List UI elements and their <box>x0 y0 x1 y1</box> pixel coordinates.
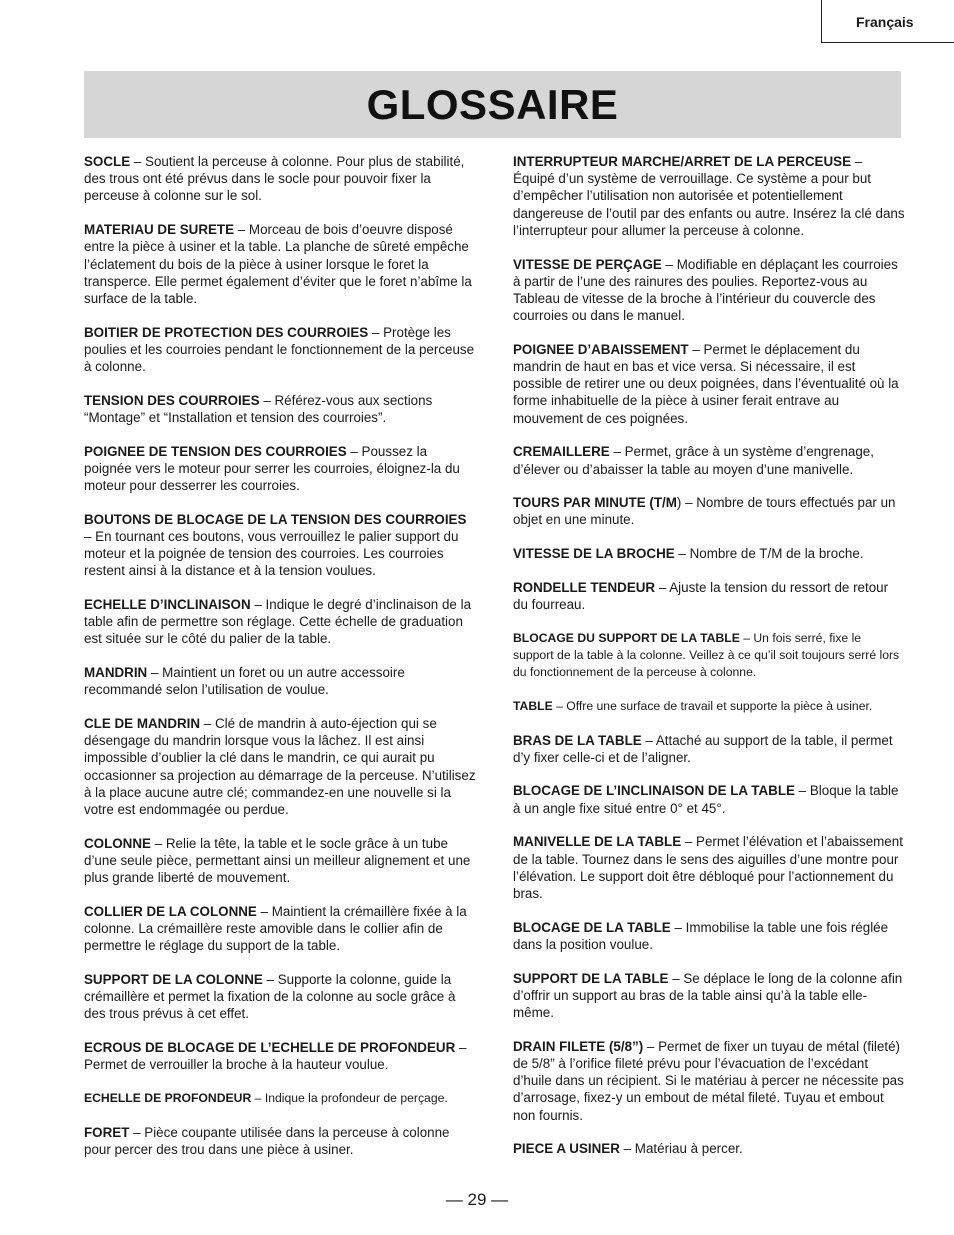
glossary-entry <box>513 970 905 1022</box>
glossary-entry <box>513 545 905 562</box>
glossary-entry <box>513 782 905 816</box>
glossary-definition: – Protège les poulies et les courroies pendant le fonctionnement de la perceuse à colonne. <box>84 324 475 375</box>
glossary-entry <box>84 715 476 818</box>
glossary-entry <box>84 1124 476 1158</box>
glossary-definition: – Permet de fixer un tuyau de métal (fileté) de 5/8” à l’orifice fileté prévu pour l’évacuation de l’excédant d’huile dans un récipient. Si le matériau à percer ne nécessite pas d’arrosage, fixez-y un embout de métal fileté. Tuyau et embout non fournis. <box>513 1038 904 1123</box>
glossary-term: ECHELLE DE PROFONDEUR <box>84 1091 252 1106</box>
glossary-entry <box>84 153 476 205</box>
glossary-entry <box>513 341 905 427</box>
glossary-definition: – Indique la profondeur de perçage. <box>251 1091 448 1106</box>
glossary-entry <box>84 1090 476 1107</box>
glossary-entry <box>513 698 905 715</box>
page-number: — 29 — <box>445 1190 509 1209</box>
glossary-entry <box>513 494 905 528</box>
glossary-term: ECHELLE D’INCLINAISON <box>84 597 251 613</box>
glossary-entry <box>84 971 476 1023</box>
glossary-term: VITESSE DE PERÇAGE <box>513 256 662 272</box>
glossary-definition: – Bloque la table à un angle fixe situé entre 0° et 45°. <box>513 783 899 816</box>
glossary-term: BRAS DE LA TABLE <box>513 732 642 748</box>
glossary-definition: – Soutient la perceuse à colonne. Pour plus de stabilité, des trous ont été prévus dans le socle pour pouvoir fixer la perceuse à colonne sur le sol. <box>84 154 465 204</box>
glossary-term: COLONNE <box>84 835 151 851</box>
glossary-entry <box>513 443 905 477</box>
glossary-definition: – Équipé d’un système de verrouillage. Ce système a pour but d’empêcher l’utilisation non autorisée et potentiellement dangereuse de l’outil par des enfants ou autre. Insérez la clé dans l’interrupteur pour allumer la perceuse à colonne. <box>513 154 905 238</box>
glossary-term: BOUTONS DE BLOCAGE DE LA TENSION DES COURROIES <box>84 511 467 527</box>
glossary-definition: – Indique le degré d’inclinaison de la table afin de permettre son réglage. Cette échelle de graduation est située sur le côté du palier de la table. <box>84 597 472 647</box>
glossary-term: BOITIER DE PROTECTION DES COURROIES <box>84 324 369 340</box>
glossary-term: CREMAILLERE <box>513 444 610 460</box>
glossary-entry <box>84 221 476 307</box>
glossary-entry <box>84 392 476 426</box>
glossary-term: ECROUS DE BLOCAGE DE L’ECHELLE DE PROFONDEUR <box>84 1040 456 1056</box>
glossary-term: TENSION DES COURROIES <box>84 392 260 408</box>
glossary-term: CLE DE MANDRIN <box>84 716 201 732</box>
glossary-entry <box>513 1038 905 1124</box>
glossary-term: BLOCAGE DE L’INCLINAISON DE LA TABLE <box>513 783 795 799</box>
glossary-term: TOURS PAR MINUTE (T/M <box>513 495 677 511</box>
glossary-term: TABLE <box>513 698 553 713</box>
glossary-definition: – Se déplace le long de la colonne afin d’offrir un support au bras de la table ainsi qu’à la table elle-même. <box>513 970 903 1021</box>
language-label: Français <box>856 14 914 30</box>
glossary-entry <box>84 1039 476 1073</box>
glossary-entry <box>513 919 905 953</box>
glossary-definition: – Référez-vous aux sections “Montage” et “Installation et tension des courroies”. <box>84 392 433 425</box>
glossary-term: FORET <box>84 1124 130 1140</box>
glossary-entry <box>513 256 905 325</box>
glossary-definition: – Pièce coupante utilisée dans la perceuse à colonne pour percer des trou dans une pièce à usiner. <box>84 1124 450 1157</box>
glossary-entry <box>513 579 905 613</box>
glossary-definition: – Morceau de bois d’oeuvre disposé entre la pièce à usiner et la table. La planche de sûreté empêche l’éclatement du bois de la pièce à usiner lorsque le foret la transperce. Elle permet également d’éviter que le foret n’abîme la surface de la table. <box>84 222 472 306</box>
glossary-definition: – Permet le déplacement du mandrin de haut en bas et vice versa. Si nécessaire, il est possible de retirer une ou deux poignées, dans l’éventualité où la forme inhabituelle de la pièce à usiner ferait entrave au mouvement de ces poignées. <box>513 341 899 426</box>
glossary-term: SUPPORT DE LA TABLE <box>513 970 669 986</box>
glossary-definition: – Maintient la crémaillère fixée à la colonne. La crémaillère reste amovible dans le collier afin de permettre le réglage du support de la table. <box>84 903 467 954</box>
glossary-definition: – Permet l’élévation et l’abaissement de la table. Tournez dans le sens des aiguilles d’une montre pour l’élévation. Le support doit être débloqué pour l’actionnement du bras. <box>513 834 903 901</box>
glossary-definition: – Matériau à percer. <box>619 1141 743 1157</box>
glossary-definition: – Offre une surface de travail et supporte la pièce à usiner. <box>552 698 873 713</box>
glossary-term: POIGNEE D’ABAISSEMENT <box>513 341 689 357</box>
glossary-entry <box>84 903 476 955</box>
glossary-entry <box>513 833 905 902</box>
glossary-definition: – En tournant ces boutons, vous verrouillez le palier support du moteur et la poignée de tension des courroies. Les courroies restent ainsi à la distance et à la tension voulues. <box>84 528 459 579</box>
glossary-entry <box>513 1140 905 1157</box>
glossary-definition: – Ajuste la tension du ressort de retour du fourreau. <box>513 579 889 613</box>
glossary-term: MANIVELLE DE LA TABLE <box>513 834 682 850</box>
glossary-definition: – Permet, grâce à un système d’engrenage, d’élever ou d’abaisser la table au moyen d’une manivelle. <box>513 444 874 477</box>
glossary-definition: – Clé de mandrin à auto-éjection qui se désengage du mandrin lorsque vous la lâchez. Il est ainsi impossible d’oublier la clé dans le mandrin, ce qui aurait pu occasionner sa projection au démarrage de la perceuse. N’utilisez à la place aucune autre clé; commandez-en une nouvelle si la votre est endommagée ou perdue. <box>84 716 476 818</box>
glossary-definition: – Modifiable en déplaçant les courroies à partir de l’une des rainures des poulies. Reportez-vous au Tableau de vitesse de la broche à l’intérieur du couvercle des courroies ou dans le manuel. <box>513 256 898 324</box>
glossary-definition: – Poussez la poignée vers le moteur pour serrer les courroies, éloignez-la du moteur pour desserrer les courroies. <box>84 443 460 494</box>
glossary-definition: – Un fois serré, fixe le support de la table à la colonne. Veillez à ce qu’il soit toujours serré lors du fonctionnement de la perceuse à colonne. <box>513 630 900 680</box>
glossary-term: BLOCAGE DU SUPPORT DE LA TABLE <box>513 630 740 645</box>
glossary-left-column <box>84 153 476 1175</box>
glossary-definition: – Supporte la colonne, guide la crémaillère et permet la fixation de la colonne au socle grâce à des trous prévus à cet effet. <box>84 972 456 1022</box>
glossary-entry <box>84 835 476 887</box>
glossary-definition: – Attaché au support de la table, il permet d’y fixer celle-ci et de l’aligner. <box>513 732 893 765</box>
glossary-entry <box>513 732 905 766</box>
language-tab <box>821 0 954 43</box>
glossary-term: MATERIAU DE SURETE <box>84 222 235 238</box>
glossary-term: DRAIN FILETE (5/8”) <box>513 1038 644 1054</box>
glossary-entry <box>84 511 476 580</box>
glossary-definition: ) – Nombre de tours effectués par un objet en une minute. <box>513 495 896 528</box>
glossary-term: PIECE A USINER <box>513 1141 620 1157</box>
glossary-definition: – Maintient un foret ou un autre accessoire recommandé selon l’utilisation de voulue. <box>84 665 405 698</box>
glossary-entry <box>84 324 476 376</box>
glossary-term: POIGNEE DE TENSION DES COURROIES <box>84 443 347 459</box>
glossary-entry <box>84 443 476 495</box>
page-title: GLOSSAIRE <box>366 81 619 128</box>
glossary-right-column <box>513 153 905 1174</box>
glossary-definition: – Immobilise la table une fois réglée dans la position voulue. <box>513 919 889 952</box>
glossary-definition: – Nombre de T/M de la broche. <box>674 546 864 562</box>
glossary-definition: – Permet de verrouiller la broche à la hauteur voulue. <box>84 1040 467 1073</box>
glossary-term: VITESSE DE LA BROCHE <box>513 546 675 562</box>
glossary-definition: – Relie la tête, la table et le socle grâce à un tube d’une seule pièce, permettant ainsi un meilleur alignement et une plus grande liberté de mouvement. <box>84 835 471 886</box>
glossary-entry <box>84 664 476 698</box>
glossary-entry <box>513 630 905 682</box>
glossary-term: SOCLE <box>84 154 131 169</box>
glossary-entry <box>84 596 476 648</box>
glossary-entry <box>513 153 905 239</box>
glossary-term: RONDELLE TENDEUR <box>513 579 656 595</box>
glossary-term: INTERRUPTEUR MARCHE/ARRET DE LA PERCEUSE <box>513 154 852 169</box>
title-banner <box>84 71 901 138</box>
glossary-term: MANDRIN <box>84 665 148 681</box>
glossary-term: SUPPORT DE LA COLONNE <box>84 972 263 988</box>
glossary-term: BLOCAGE DE LA TABLE <box>513 919 671 935</box>
glossary-term: COLLIER DE LA COLONNE <box>84 903 257 919</box>
